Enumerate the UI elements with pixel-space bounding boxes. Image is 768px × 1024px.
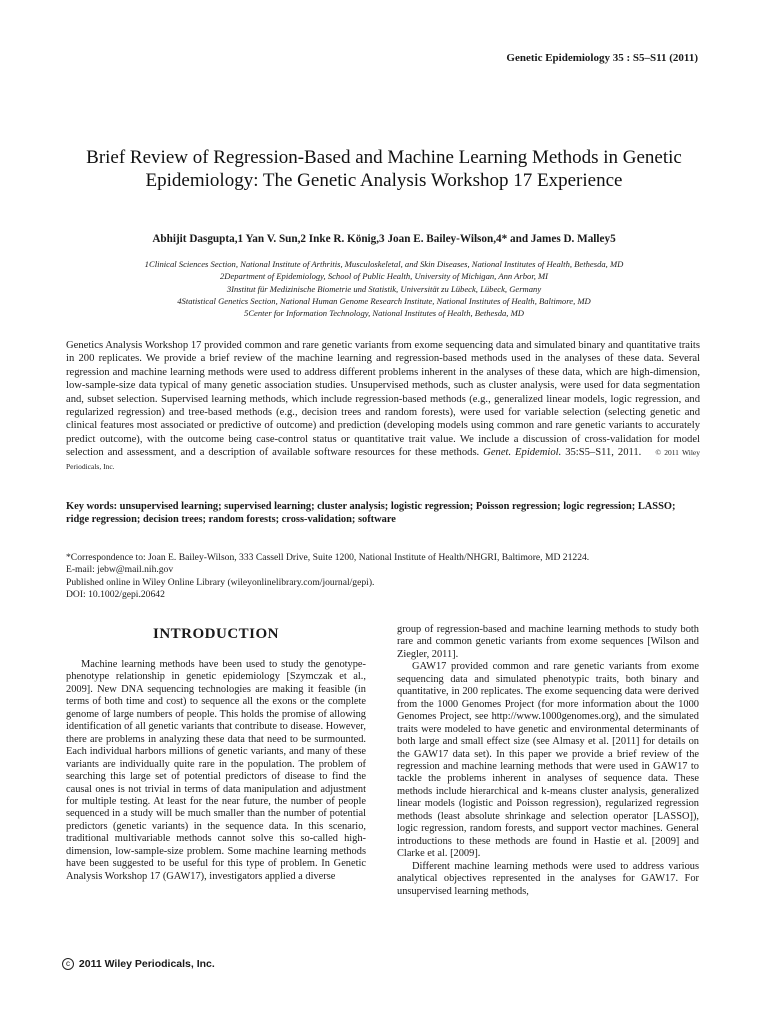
abstract-citation: Genet. Epidemiol. (483, 447, 562, 459)
copyright-icon: c (62, 958, 74, 970)
section-heading-introduction: INTRODUCTION (152, 626, 279, 642)
right-column (397, 624, 699, 898)
intro-paragraph-1: Machine learning methods have been used to study the genotype-phenotype relationship in genetic epidemiology [Szymczak et al., 2009]. New DNA sequencing technologies are making it feasible (in terms of both time and cost) to sequence all the exons or the complete genome of large numbers of people. This holds the promise of allowing identification of all genetic variants that contribute to disease. However, there are problems in analyzing these data that need to be surmounted. Each individual harbors millions of genetic variants, and many of these variants are individually quite rare in the population. The problem of searching this large set of potential predictors of disease to find the causal ones is not trivial in terms of data manipulation and adjustment for multiple testing. At least for the near future, the number of people sequenced in a study will be much smaller than the number of potential predictors (genetic variants) in the sequence data. In this scenario, traditional multivariable methods cannot solve this so-called high-dimension, low-sample-size problem. Some machine learning methods have been suggested to be useful for this type of problem. In Genetic Analysis Workshop 17 (GAW17), investigators applied a diverse (66, 659, 366, 882)
correspondence-block (66, 552, 706, 602)
affiliation-4: 4Statistical Genetics Section, National Human Genome Research Institute, National Institutes of Health, Baltimore, MD (177, 295, 591, 306)
intro-paragraph-2: GAW17 provided common and rare genetic variants from exome sequencing data and simulated phenotypic traits, both binary and quantitative, in 200 replicates. The exome sequencing data were derived from the 1000 Genomes Project (for more information about the 1000 Genomes Project, see http://www.1000genomes.org), and the simulated traits were modeled to have genetic and environmental determinants of both large and small effect size (see Almasy et al. [2011] for details on the GAW17 data set). In this paper we provide a brief review of the regression and machine learning methods that were used in GAW17 to tackle the problems inherent in analyses of sequence data. These methods include hierarchical and k-means cluster analysis, generalized linear models (logistic and Poisson regression), regularized regression methods (least absolute shrinkage and selection operator [LASSO]), logic regression, random forests, and support vector machines. General introductions to these methods are found in Hastie et al. [2009] and Clarke et al. [2009]. (397, 661, 699, 860)
correspondence-email[interactable]: E-mail: jebw@mail.nih.gov (66, 564, 174, 576)
affiliation-2: 2Department of Epidemiology, School of Public Health, University of Michigan, Ann Arbor, MI (219, 271, 549, 282)
author-list: Abhijit Dasgupta,1 Yan V. Sun,2 Inke R. König,3 Joan E. Bailey-Wilson,4* and James D. Malley5 (152, 233, 616, 245)
affiliations (70, 258, 698, 319)
paper-title: Brief Review of Regression-Based and Machine Learning Methods in Genetic Epidemiology: The Genetic Analysis Workshop 17 Experience (86, 147, 682, 191)
footer (62, 958, 215, 970)
correspondence-address: *Correspondence to: Joan E. Bailey-Wilson, 333 Cassell Drive, Suite 1200, National Institute of Health/NHGRI, Baltimore, MD 21224. (66, 552, 590, 563)
affiliation-5: 5Center for Information Technology, National Institutes of Health, Bethesda, MD (244, 308, 524, 319)
footer-copyright-text: 2011 Wiley Periodicals, Inc. (78, 958, 215, 970)
intro-paragraph-3: Different machine learning methods were used to address various analytical objectives represented in the analyses for GAW17. For unsupervised learning methods, (397, 860, 699, 897)
keywords: Key words: unsupervised learning; supervised learning; cluster analysis; logistic regression; Poisson regression; logic regression; LASSO; ridge regression; decision trees; random forests; cross-validation; software (66, 501, 676, 526)
abstract (66, 339, 700, 473)
published-online-note: Published online in Wiley Online Library (wileyonlinelibrary.com/journal/gepi). (66, 576, 375, 588)
doi[interactable]: DOI: 10.1002/gepi.20642 (66, 589, 165, 601)
affiliation-3: 3Institut für Medizinische Biometrie und Statistik, Universität zu Lübeck, Lübeck, Germany (226, 283, 542, 294)
abstract-copyright: © 2011 Wiley Periodicals, Inc. (66, 448, 700, 471)
affiliation-1: 1Clinical Sciences Section, National Institute of Arthritis, Musculoskeletal, and Skin Diseases, National Institutes of Health, Bethesda, MD (144, 259, 624, 269)
intro-paragraph-continued: group of regression-based and machine learning methods to study both rare and common genetic variants from exome sequences [Wilson and Ziegler, 2011]. (397, 624, 699, 660)
abstract-citation-volume: 35:S5–S11, 2011. (561, 447, 642, 459)
journal-header: Genetic Epidemiology 35 : S5–S11 (2011) (506, 52, 698, 64)
abstract-text: Genetics Analysis Workshop 17 provided common and rare genetic variants from exome sequencing data and simulated binary and quantitative traits in 200 replicates. We provide a brief review of the machine learning and regression-based methods used in the analyses of these data. Several regression and machine learning methods were used to address different problems inherent in the analyses of these data, which are high-dimension, low-sample-size data typical of many genetic association studies. Unsupervised methods, such as cluster analysis, were used for data segmentation and, subset selection. Supervised learning methods, which include regression-based methods (e.g., generalized linear models, logic regression, and regularized regression) and tree-based methods (e.g., decision trees and random forests), were used for variable selection (selecting genetic and clinical features most associated or predictive of outcome) and prediction (developing models using common and rare genetic variants to accurately predict outcome), with the outcome being case-control status or quantitative trait value. We include a discussion of cross-validation for model selection and assessment, and a description of available software resources for these methods. (66, 340, 700, 459)
left-column (66, 659, 366, 883)
